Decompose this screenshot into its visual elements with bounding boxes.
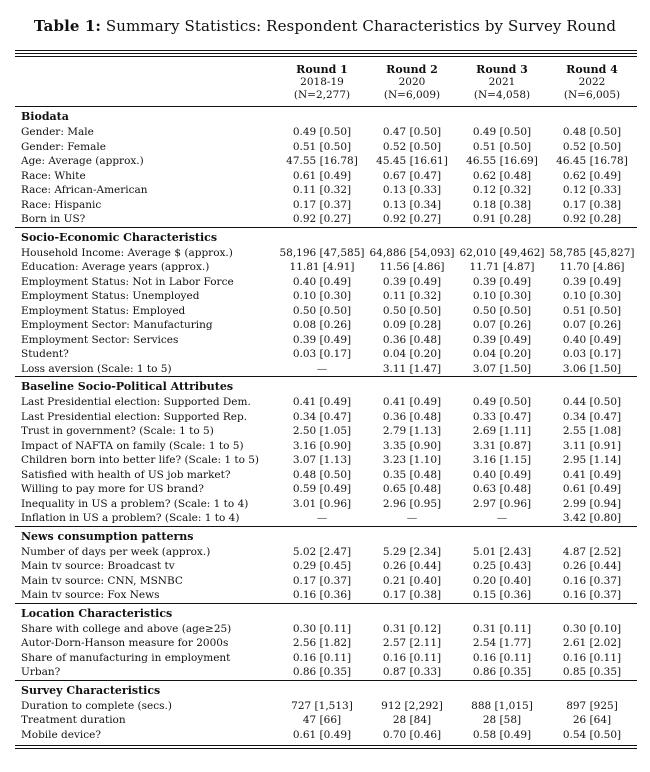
cell-round-3: 0.04 [0.20]	[472, 348, 532, 360]
cell-round-3: 0.63 [0.48]	[472, 483, 532, 495]
column-round-2-name: Round 2	[386, 63, 438, 76]
cell-round-1: 47 [66]	[302, 714, 342, 726]
table-row	[15, 482, 637, 497]
row-label: Impact of NAFTA on family (Scale: 1 to 5)	[21, 439, 244, 452]
cell-round-4: 0.61 [0.49]	[562, 483, 622, 495]
cell-round-2: 5.29 [2.34]	[382, 545, 442, 558]
cell-round-3: 0.39 [0.49]	[472, 275, 532, 288]
column-round-3-years: 2021	[488, 76, 516, 88]
table-row	[15, 347, 637, 362]
cell-round-2: 0.92 [0.27]	[382, 213, 442, 225]
table-row	[15, 125, 637, 140]
cell-round-4: 3.06 [1.50]	[562, 362, 622, 375]
row-label: Share of manufacturing in employment	[21, 651, 231, 664]
cell-round-1: 3.07 [1.13]	[292, 454, 352, 466]
cell-round-1: 0.16 [0.11]	[292, 651, 352, 664]
cell-round-1: 0.03 [0.17]	[292, 348, 352, 360]
row-label: Mobile device?	[21, 728, 102, 741]
row-label: Duration to complete (secs.)	[21, 699, 172, 712]
cell-round-4: 0.30 [0.10]	[562, 622, 622, 635]
cell-round-1: 0.40 [0.49]	[292, 275, 352, 288]
cell-round-1: 5.02 [2.47]	[292, 545, 352, 558]
cell-round-4: 58,785 [45,827]	[549, 246, 635, 259]
row-label: Loss aversion (Scale: 1 to 5)	[21, 362, 172, 375]
cell-round-4: 4.87 [2.52]	[562, 545, 622, 558]
table-row	[15, 362, 637, 377]
cell-round-4: 0.12 [0.33]	[562, 184, 622, 196]
table-row	[15, 651, 637, 666]
column-round-4-name: Round 4	[566, 63, 618, 76]
cell-round-3: 0.07 [0.26]	[472, 319, 532, 331]
cell-round-2: 0.13 [0.34]	[382, 198, 442, 211]
cell-round-2: 2.57 [2.11]	[382, 637, 442, 649]
cell-round-2: 45.45 [16.61]	[376, 155, 448, 167]
row-label: Share with college and above (age≥25)	[21, 622, 232, 635]
column-round-2-n: (N=6,009)	[383, 89, 441, 101]
row-label: Main tv source: Fox News	[21, 589, 160, 601]
cell-round-2: 0.39 [0.49]	[382, 275, 442, 288]
cell-round-2: 0.17 [0.38]	[382, 589, 442, 601]
cell-round-3: 0.31 [0.11]	[472, 622, 532, 635]
row-label: Student?	[21, 348, 69, 360]
cell-round-3: 0.58 [0.49]	[472, 728, 532, 741]
cell-round-3: 0.33 [0.47]	[472, 410, 532, 423]
cell-round-3: 3.07 [1.50]	[472, 362, 532, 375]
section-title: Survey Characteristics	[21, 683, 161, 697]
cell-round-4: 11.70 [4.86]	[559, 261, 625, 273]
table-row	[15, 212, 637, 227]
cell-round-1: 727 [1,513]	[291, 699, 353, 712]
cell-round-2: 0.36 [0.48]	[382, 410, 442, 423]
row-label: Employment Status: Not in Labor Force	[21, 275, 234, 288]
cell-round-1: 0.59 [0.49]	[292, 483, 352, 495]
cell-round-4: 0.16 [0.11]	[562, 651, 622, 664]
cell-round-4: 2.95 [1.14]	[562, 454, 622, 466]
cell-round-1: 0.50 [0.50]	[292, 304, 352, 317]
cell-round-3: 3.31 [0.87]	[472, 439, 532, 452]
cell-round-2: 0.67 [0.47]	[382, 169, 442, 182]
cell-round-2: 0.21 [0.40]	[382, 574, 442, 587]
table-row	[15, 439, 637, 454]
column-round-4-years: 2022	[578, 76, 606, 88]
cell-round-2: 0.52 [0.50]	[382, 140, 442, 153]
cell-round-3: 0.12 [0.32]	[472, 184, 532, 196]
row-label: Race: Hispanic	[21, 198, 102, 211]
table-row	[15, 260, 637, 275]
cell-round-1: 2.50 [1.05]	[292, 425, 352, 437]
summary-table	[15, 57, 637, 742]
cell-round-2: 0.36 [0.48]	[382, 333, 442, 346]
row-label: Willing to pay more for US brand?	[21, 483, 204, 495]
cell-round-2: 64,886 [54,093]	[369, 246, 455, 259]
table-row	[15, 246, 637, 261]
caption-text: Summary Statistics: Respondent Characteristics by Survey Round	[105, 17, 617, 35]
cell-round-1: 0.61 [0.49]	[292, 169, 352, 182]
top-rule	[15, 50, 637, 51]
section-title: Baseline Socio-Political Attributes	[21, 380, 234, 393]
table-row	[15, 636, 637, 651]
bottom-double-rule	[15, 745, 637, 749]
cell-round-3: 0.91 [0.28]	[472, 213, 532, 225]
cell-round-1: 0.17 [0.37]	[292, 198, 352, 211]
cell-round-2: 2.79 [1.13]	[382, 425, 442, 437]
column-round-1-n: (N=2,277)	[293, 89, 351, 101]
table-row	[15, 511, 637, 526]
cell-round-2: 0.11 [0.32]	[382, 290, 442, 302]
cell-round-2: 0.65 [0.48]	[382, 483, 442, 495]
cell-round-2: 0.04 [0.20]	[382, 348, 442, 360]
cell-round-4: 897 [925]	[566, 699, 618, 712]
cell-round-3: 0.49 [0.50]	[472, 126, 532, 138]
section-title: Location Characteristics	[21, 606, 173, 620]
cell-round-1: 0.61 [0.49]	[292, 728, 352, 741]
row-label: Born in US?	[21, 213, 86, 225]
row-label: Race: African-American	[21, 184, 148, 196]
cell-round-1: 3.01 [0.96]	[292, 497, 352, 510]
table-row	[15, 497, 637, 512]
column-round-3-name: Round 3	[476, 63, 528, 76]
cell-round-2: 912 [2,292]	[381, 699, 443, 712]
table-row	[15, 424, 637, 439]
cell-round-3: 0.16 [0.11]	[472, 651, 532, 664]
cell-round-1: 0.17 [0.37]	[292, 574, 352, 587]
cell-round-4: 2.55 [1.08]	[562, 425, 622, 437]
cell-round-4: 0.92 [0.28]	[562, 213, 622, 225]
cell-round-3: 0.50 [0.50]	[472, 304, 532, 317]
cell-round-4: 0.07 [0.26]	[562, 319, 622, 331]
cell-round-2: 3.11 [1.47]	[382, 362, 442, 375]
cell-round-1: 0.41 [0.49]	[292, 396, 352, 408]
cell-round-1: 0.51 [0.50]	[292, 140, 352, 153]
section-header	[15, 377, 637, 395]
table-row	[15, 395, 637, 410]
section-header	[15, 228, 637, 246]
cell-round-4: 0.40 [0.49]	[562, 333, 622, 346]
cell-round-1: 2.56 [1.82]	[292, 637, 352, 649]
cell-round-1: 0.10 [0.30]	[292, 290, 352, 302]
cell-round-4: 0.85 [0.35]	[562, 666, 622, 678]
cell-round-4: 0.16 [0.37]	[562, 574, 622, 587]
table-row	[15, 198, 637, 213]
cell-round-3: 0.51 [0.50]	[472, 140, 532, 153]
column-round-4-n: (N=6,005)	[563, 89, 621, 101]
cell-round-3: 0.86 [0.35]	[472, 666, 532, 678]
cell-round-2: 0.35 [0.48]	[382, 468, 442, 481]
table-row	[15, 275, 637, 290]
row-label: Last Presidential election: Supported Dem.	[21, 396, 251, 408]
cell-round-4: 0.48 [0.50]	[562, 126, 622, 138]
cell-round-4: 0.54 [0.50]	[562, 728, 622, 741]
cell-round-2: 0.26 [0.44]	[382, 560, 442, 572]
row-label: Employment Sector: Services	[21, 333, 179, 346]
cell-round-2: —	[406, 512, 418, 524]
cell-round-3: 62,010 [49,462]	[459, 246, 545, 259]
section-title: Biodata	[21, 110, 69, 123]
row-label: Employment Status: Unemployed	[21, 290, 200, 302]
cell-round-3: 0.62 [0.48]	[472, 169, 532, 182]
table-row	[15, 304, 637, 319]
row-label: Inflation in US a problem? (Scale: 1 to 4)	[21, 512, 240, 524]
row-label: Autor-Dorn-Hanson measure for 2000s	[21, 637, 229, 649]
cell-round-3: 11.71 [4.87]	[469, 261, 535, 273]
cell-round-1: 0.86 [0.35]	[292, 666, 352, 678]
table-row	[15, 169, 637, 184]
cell-round-1: 47.55 [16.78]	[286, 155, 358, 167]
row-label: Age: Average (approx.)	[21, 155, 144, 167]
row-label: Race: White	[21, 169, 86, 182]
cell-round-4: 0.17 [0.38]	[562, 198, 622, 211]
cell-round-1: 0.49 [0.50]	[292, 126, 352, 138]
column-round-3-n: (N=4,058)	[473, 89, 531, 101]
cell-round-4: 0.52 [0.50]	[562, 140, 622, 153]
cell-round-3: 3.16 [1.15]	[472, 454, 532, 466]
section-header	[15, 527, 637, 545]
table-row	[15, 140, 637, 155]
cell-round-3: 0.15 [0.36]	[472, 589, 532, 601]
cell-round-4: 0.51 [0.50]	[562, 304, 622, 317]
row-label: Children born into better life? (Scale: 1 to 5)	[21, 454, 260, 466]
cell-round-3: 2.69 [1.11]	[472, 425, 532, 437]
cell-round-2: 0.09 [0.28]	[382, 319, 442, 331]
cell-round-2: 0.70 [0.46]	[382, 728, 442, 741]
cell-round-2: 0.16 [0.11]	[382, 651, 442, 664]
table-row	[15, 154, 637, 169]
cell-round-1: 11.81 [4.91]	[289, 261, 355, 273]
table-row	[15, 468, 637, 483]
row-label: Inequality in US a problem? (Scale: 1 to 4)	[21, 497, 249, 510]
cell-round-1: 0.48 [0.50]	[292, 468, 352, 481]
cell-round-4: 0.39 [0.49]	[562, 275, 622, 288]
caption-label: Table 1:	[33, 17, 102, 35]
table-row	[15, 333, 637, 348]
cell-round-3: 5.01 [2.43]	[472, 545, 532, 558]
table-row	[15, 559, 637, 574]
cell-round-1: 0.08 [0.26]	[292, 319, 352, 331]
cell-round-2: 0.87 [0.33]	[382, 666, 442, 678]
table-row	[15, 453, 637, 468]
cell-round-1: —	[316, 512, 328, 524]
row-label: Main tv source: Broadcast tv	[21, 560, 175, 572]
cell-round-4: 0.16 [0.37]	[562, 589, 622, 601]
cell-round-2: 0.31 [0.12]	[382, 622, 442, 635]
table-row	[15, 545, 637, 560]
cell-round-2: 0.41 [0.49]	[382, 396, 442, 408]
cell-round-4: 0.62 [0.49]	[562, 169, 622, 182]
column-round-1-years: 2018-19	[300, 76, 344, 88]
row-label: Urban?	[21, 666, 61, 678]
cell-round-4: 0.03 [0.17]	[562, 348, 622, 360]
cell-round-4: 46.45 [16.78]	[556, 155, 628, 167]
cell-round-3: 888 [1,015]	[471, 699, 533, 712]
section-header	[15, 604, 637, 622]
cell-round-3: 2.54 [1.77]	[472, 637, 532, 649]
cell-round-4: 0.34 [0.47]	[562, 410, 622, 423]
row-label: Household Income: Average $ (approx.)	[21, 246, 233, 259]
cell-round-3: 0.49 [0.50]	[472, 396, 532, 408]
cell-round-2: 0.50 [0.50]	[382, 304, 442, 317]
table-row	[15, 699, 637, 714]
section-title: News consumption patterns	[21, 529, 194, 543]
cell-round-1: 0.16 [0.36]	[292, 589, 352, 601]
row-label: Satisfied with health of US job market?	[21, 468, 231, 481]
section-header	[15, 681, 637, 699]
row-label: Number of days per week (approx.)	[21, 545, 211, 558]
cell-round-4: 2.61 [2.02]	[562, 637, 622, 649]
table-row	[15, 622, 637, 637]
cell-round-1: 0.39 [0.49]	[292, 333, 352, 346]
section-header	[15, 107, 637, 125]
row-label: Employment Status: Employed	[21, 304, 186, 317]
cell-round-1: 0.92 [0.27]	[292, 213, 352, 225]
row-label: Treatment duration	[21, 714, 126, 726]
table-body	[15, 107, 637, 743]
cell-round-3: —	[496, 512, 508, 524]
row-label: Employment Sector: Manufacturing	[21, 319, 213, 331]
cell-round-4: 0.44 [0.50]	[562, 396, 622, 408]
cell-round-1: 0.34 [0.47]	[292, 410, 352, 423]
row-label: Gender: Female	[21, 140, 106, 153]
cell-round-3: 0.20 [0.40]	[472, 574, 532, 587]
cell-round-2: 3.23 [1.10]	[382, 454, 442, 466]
table-caption	[0, 0, 650, 39]
row-label: Gender: Male	[21, 126, 94, 138]
cell-round-4: 3.11 [0.91]	[562, 439, 622, 452]
cell-round-3: 0.39 [0.49]	[472, 333, 532, 346]
cell-round-2: 28 [84]	[392, 714, 432, 726]
cell-round-3: 28 [58]	[482, 714, 522, 726]
cell-round-1: 0.30 [0.11]	[292, 622, 352, 635]
cell-round-2: 0.13 [0.33]	[382, 184, 442, 196]
cell-round-1: 58,196 [47,585]	[279, 246, 365, 259]
cell-round-4: 0.10 [0.30]	[562, 290, 622, 302]
cell-round-1: —	[316, 362, 328, 375]
cell-round-1: 0.11 [0.32]	[292, 184, 352, 196]
row-label: Last Presidential election: Supported Rep.	[21, 410, 248, 423]
row-label: Education: Average years (approx.)	[21, 261, 210, 273]
table-row	[15, 574, 637, 589]
column-round-1-name: Round 1	[296, 63, 348, 76]
cell-round-2: 2.96 [0.95]	[382, 497, 442, 510]
cell-round-4: 0.26 [0.44]	[562, 560, 622, 572]
cell-round-4: 2.99 [0.94]	[562, 497, 622, 510]
row-label: Trust in government? (Scale: 1 to 5)	[21, 425, 214, 437]
cell-round-3: 0.10 [0.30]	[472, 290, 532, 302]
table-row	[15, 318, 637, 333]
cell-round-1: 3.16 [0.90]	[292, 439, 352, 452]
section-title: Socio-Economic Characteristics	[21, 230, 218, 244]
cell-round-1: 0.29 [0.45]	[292, 560, 352, 572]
table-row	[15, 410, 637, 425]
column-round-2-years: 2020	[398, 76, 426, 88]
cell-round-2: 11.56 [4.86]	[379, 261, 445, 273]
cell-round-2: 3.35 [0.90]	[382, 439, 442, 452]
cell-round-2: 0.47 [0.50]	[382, 126, 442, 138]
table-row	[15, 728, 637, 743]
cell-round-3: 2.97 [0.96]	[472, 497, 532, 510]
table-row	[15, 289, 637, 304]
table-header	[15, 57, 637, 107]
row-label: Main tv source: CNN, MSNBC	[21, 574, 183, 587]
cell-round-3: 0.18 [0.38]	[472, 198, 532, 211]
table-row	[15, 665, 637, 680]
cell-round-4: 26 [64]	[572, 714, 612, 726]
table-row	[15, 183, 637, 198]
cell-round-4: 3.42 [0.80]	[562, 512, 622, 524]
cell-round-3: 46.55 [16.69]	[466, 155, 538, 167]
cell-round-3: 0.25 [0.43]	[472, 560, 532, 572]
cell-round-3: 0.40 [0.49]	[472, 468, 532, 481]
summary-table-container	[15, 50, 637, 749]
cell-round-4: 0.41 [0.49]	[562, 468, 622, 481]
table-row	[15, 713, 637, 728]
table-row	[15, 588, 637, 603]
